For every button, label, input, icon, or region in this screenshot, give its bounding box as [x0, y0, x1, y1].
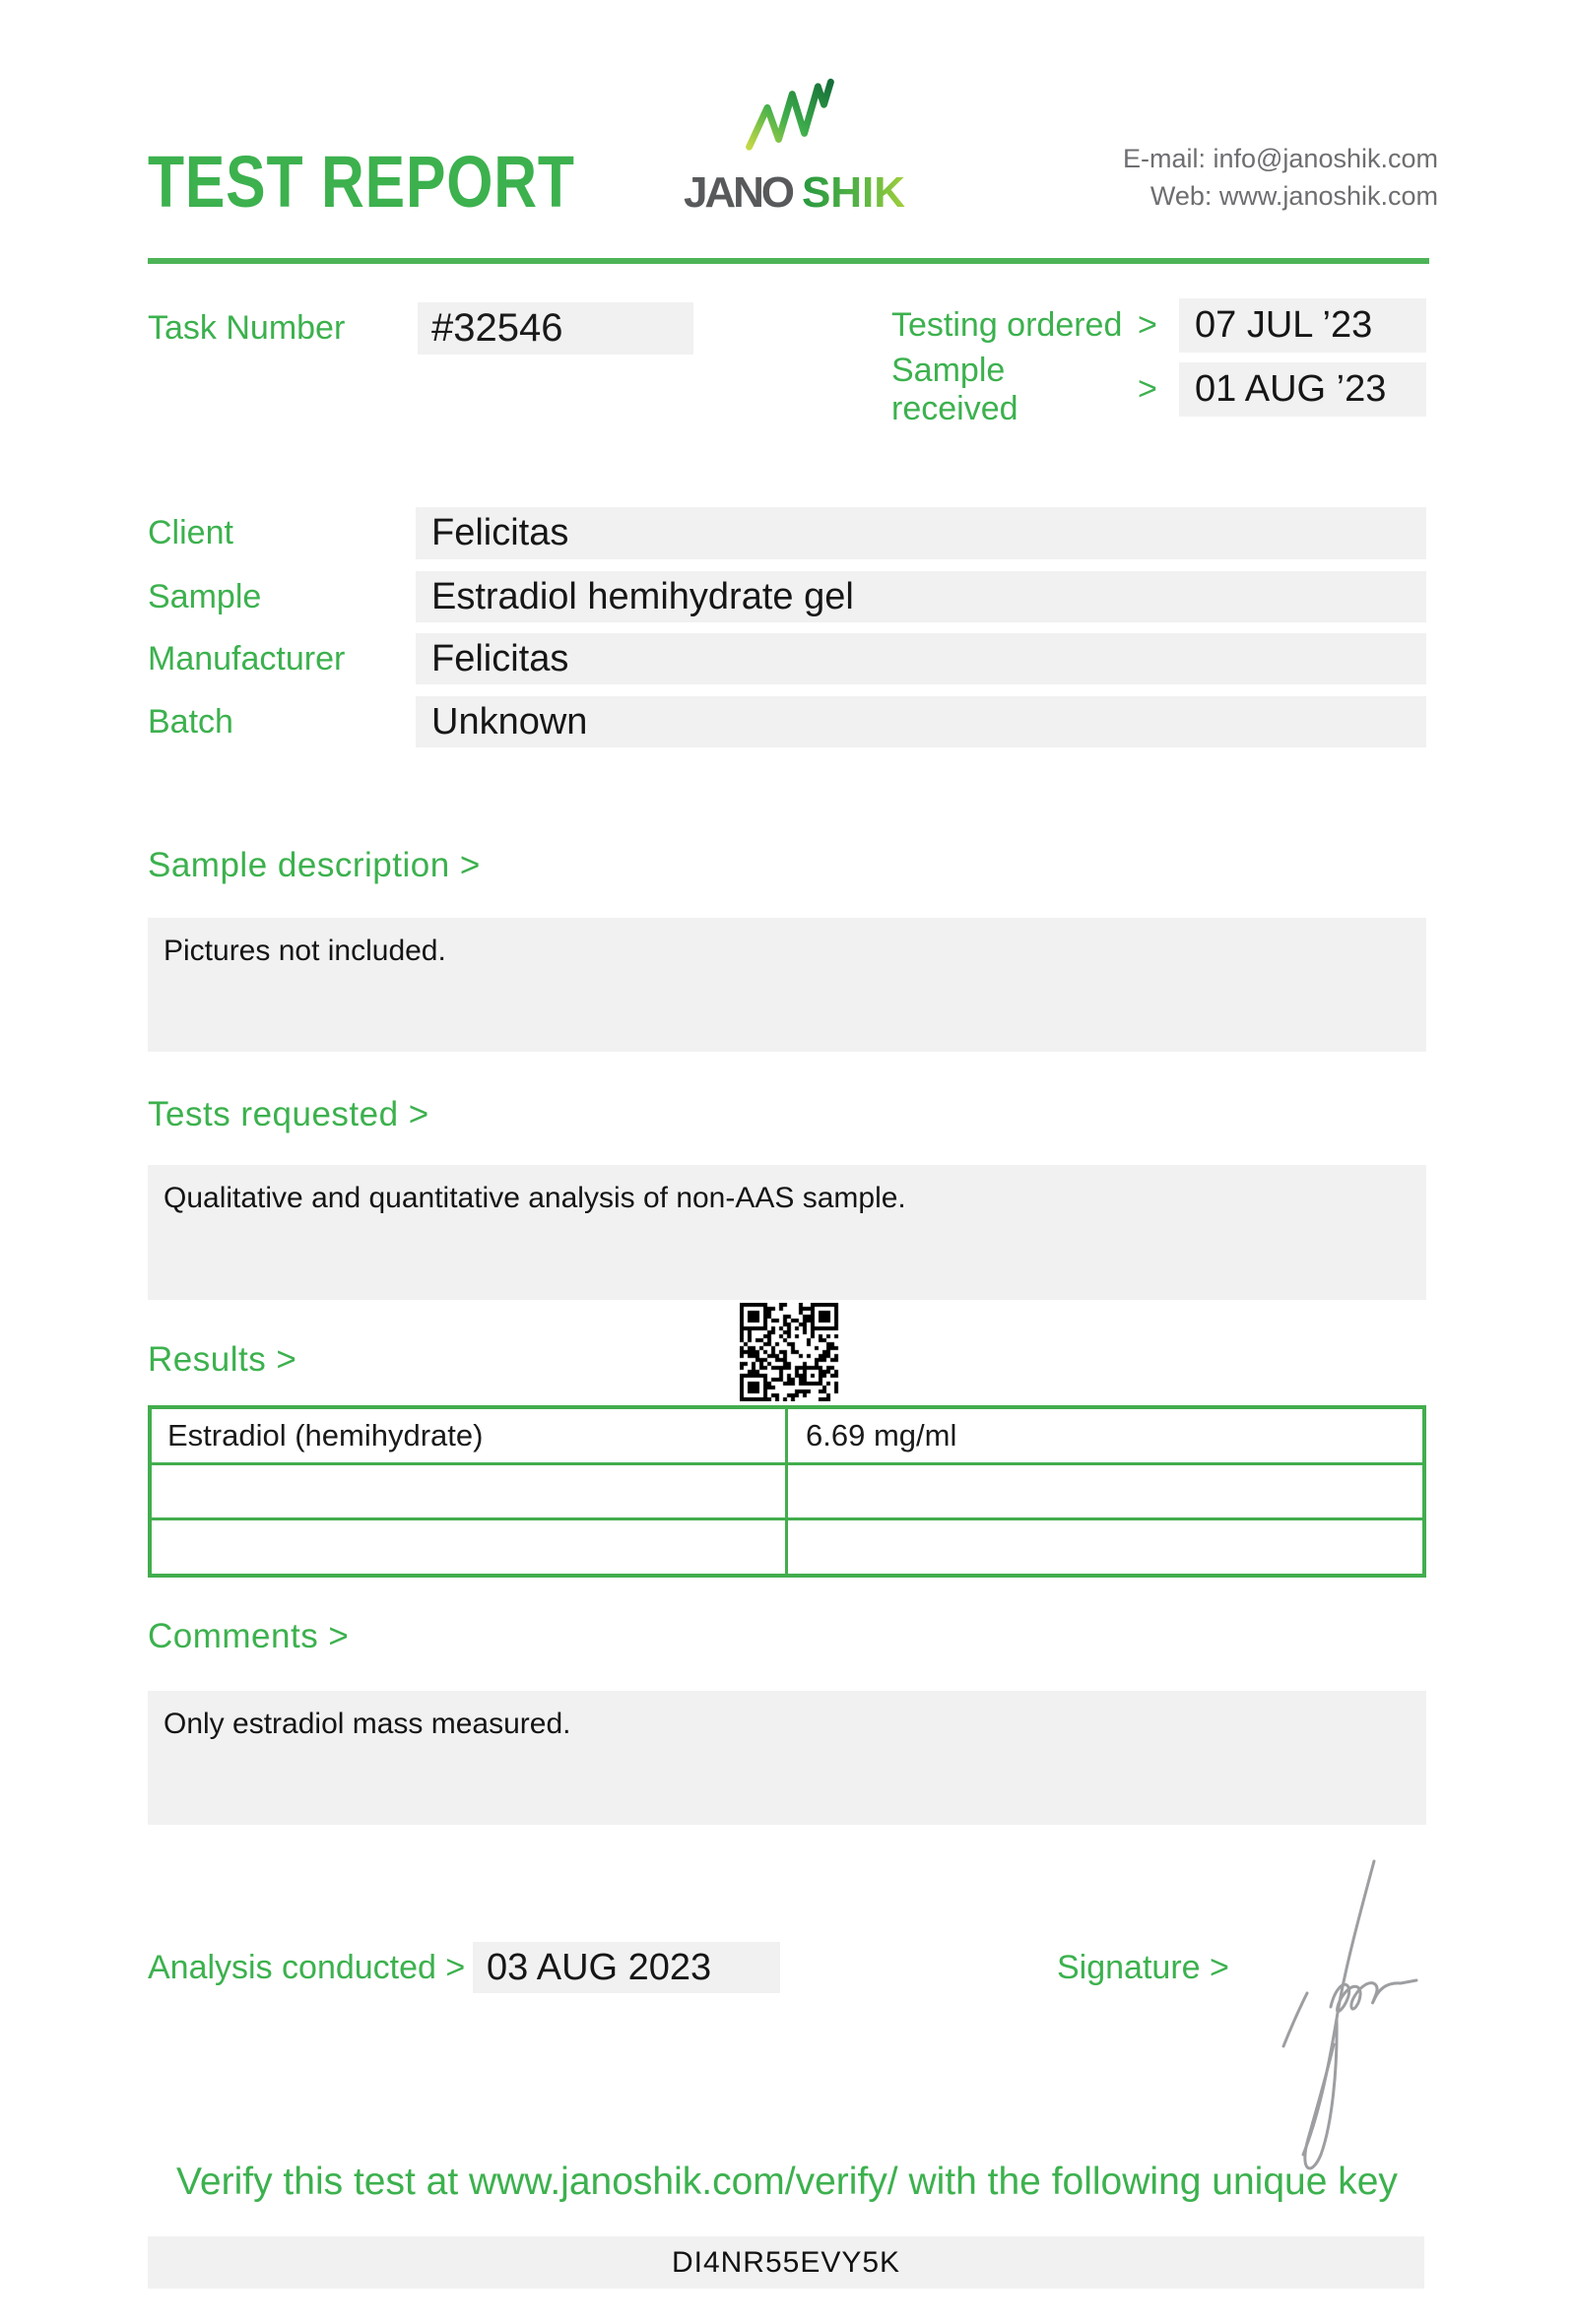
results-row-2 [152, 1462, 1422, 1518]
manufacturer-label: Manufacturer [148, 639, 346, 678]
sample-label: Sample [148, 577, 262, 615]
sample-received-row [891, 351, 1426, 427]
email-line: E-mail: info@janoshik.com [1122, 144, 1438, 173]
results-heading: Results > [148, 1340, 297, 1379]
analyte-name: Estradiol (hemihydrate) [152, 1409, 788, 1462]
results-row-1 [152, 1409, 1422, 1462]
testing-ordered-row [891, 298, 1426, 353]
logo-word-green: SHIK [802, 168, 906, 217]
client-value: Felicitas [416, 507, 1426, 559]
verify-key: DI4NR55EVY5K [148, 2236, 1424, 2289]
sample-description-box: Pictures not included. [148, 918, 1426, 1052]
tests-requested-box: Qualitative and quantitative analysis of non-AAS sample. [148, 1165, 1426, 1300]
analyte-value-empty [788, 1465, 1422, 1518]
batch-label: Batch [148, 702, 233, 741]
verify-instruction: Verify this test at www.janoshik.com/verify/ with the following unique key [176, 2161, 1398, 2203]
client-label: Client [148, 514, 233, 551]
sample-received-arrow: > [1138, 370, 1157, 408]
results-table [148, 1405, 1426, 1578]
client-row [148, 507, 1426, 559]
batch-value: Unknown [416, 696, 1426, 747]
manufacturer-value: Felicitas [416, 633, 1426, 684]
signature-scribble [1276, 1853, 1423, 2188]
sample-received-label: Sample received [891, 351, 1018, 427]
testing-ordered-value: 07 JUL ’23 [1179, 298, 1426, 353]
contact-block [1123, 140, 1438, 215]
analyte-name-empty2 [152, 1520, 788, 1574]
header-divider [148, 258, 1429, 264]
analyte-value: 6.69 mg/ml [806, 1417, 957, 1452]
sample-description-heading: Sample description > [148, 846, 481, 884]
sample-value: Estradiol hemihydrate gel [416, 571, 1426, 622]
task-number-label: Task Number [148, 309, 346, 347]
sample-row [148, 571, 1426, 622]
janoshik-logo [682, 165, 946, 217]
logo-word-gray: JANO [684, 168, 796, 217]
qr-code [740, 1303, 839, 1401]
analyte-value-empty2 [788, 1520, 1422, 1574]
comments-heading: Comments > [148, 1617, 350, 1655]
signature-label: Signature > [1057, 1949, 1229, 1986]
batch-row [148, 696, 1426, 747]
web-line: Web: www.janoshik.com [1149, 181, 1438, 211]
testing-ordered-label: Testing ordered [891, 306, 1123, 344]
comments-box: Only estradiol mass measured. [148, 1691, 1426, 1825]
sample-received-value: 01 AUG ’23 [1179, 362, 1426, 417]
analysis-conducted-label: Analysis conducted > [148, 1949, 466, 1986]
tests-requested-heading: Tests requested > [148, 1095, 429, 1133]
results-row-3 [152, 1517, 1422, 1574]
testing-ordered-arrow: > [1138, 306, 1157, 344]
task-number-value: #32546 [418, 302, 693, 355]
analyte-name-empty [152, 1465, 788, 1518]
manufacturer-row [148, 633, 1426, 684]
page-title: TEST REPORT [148, 141, 575, 223]
janoshik-chart-icon [745, 75, 835, 156]
analysis-date-value: 03 AUG 2023 [473, 1942, 780, 1993]
